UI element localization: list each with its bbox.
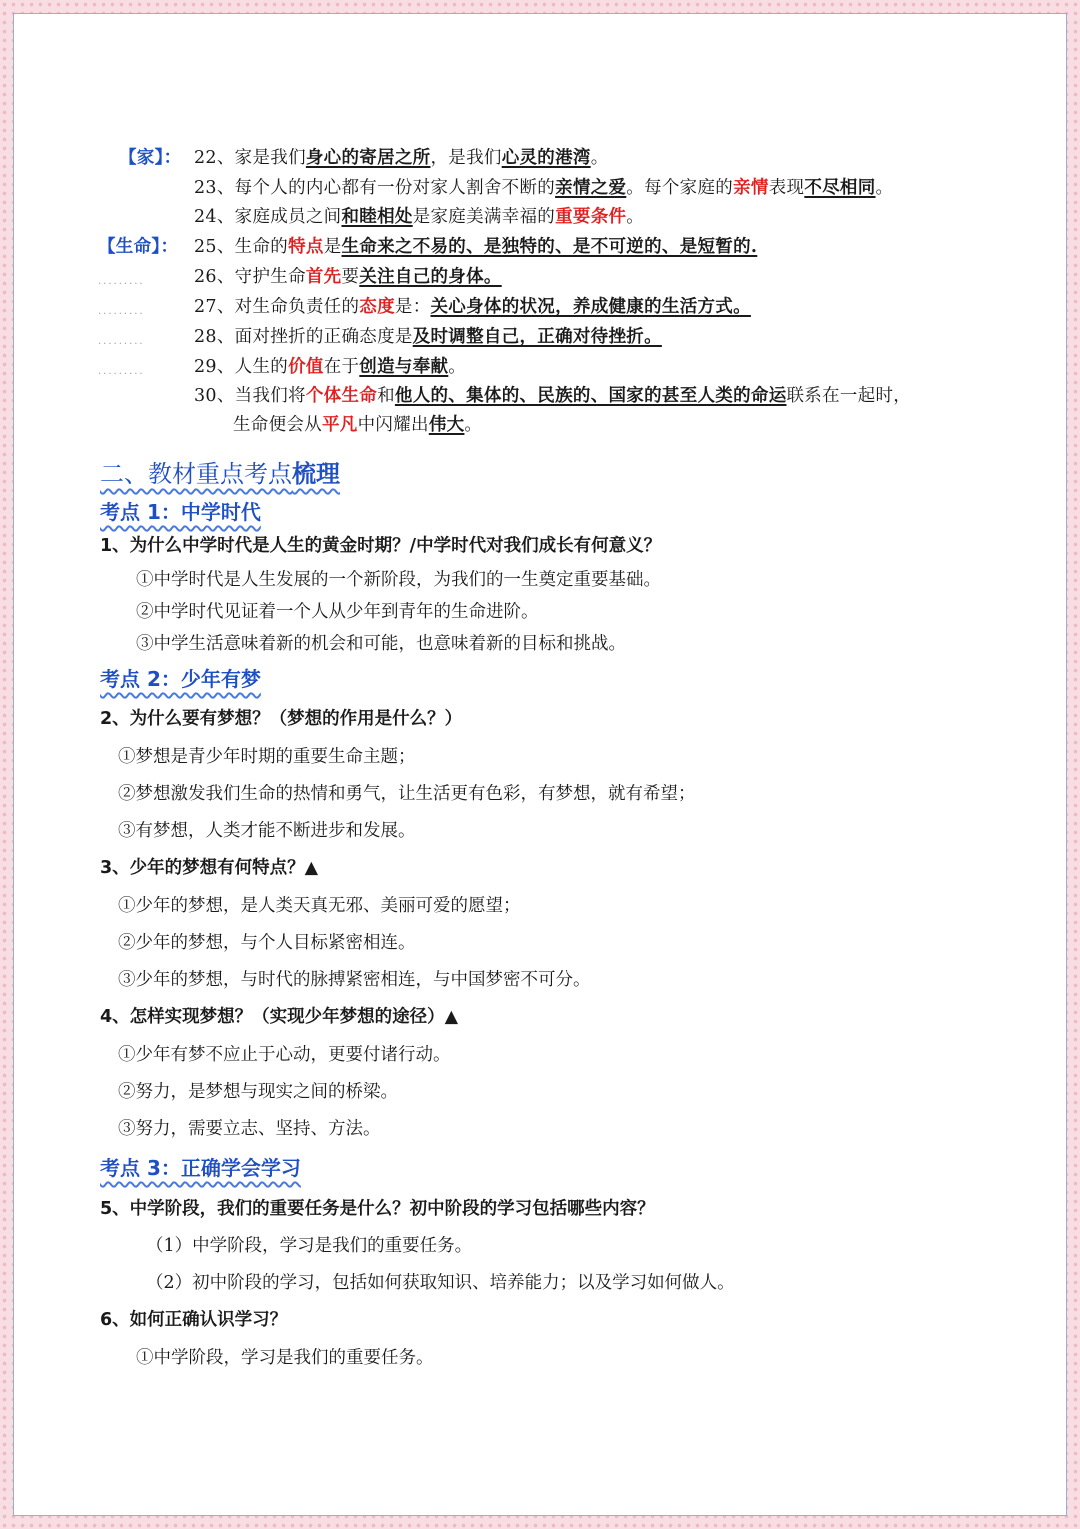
answer-line: ③有梦想，人类才能不断进步和发展。 <box>118 821 416 841</box>
question-1: 1、为什么中学时代是人生的黄金时期？/中学时代对我们成长有何意义？ <box>100 536 662 556</box>
answer-line: ②努力，是梦想与现实之间的桥梁。 <box>118 1082 398 1102</box>
answer-line: （1）中学阶段，学习是我们的重要任务。 <box>146 1236 473 1256</box>
family-item-22: 【家】： <box>119 148 182 168</box>
life-item-29: 29、人生的价值在于创造与奉献。 <box>194 357 467 377</box>
family-item-23: 23、每个人的内心都有一份对家人割舍不断的亲情之爱。每个家庭的亲情表现不尽相同。 <box>194 178 894 198</box>
answer-line: ②少年的梦想，与个人目标紧密相连。 <box>118 933 416 953</box>
question-2: 2、为什么要有梦想？（梦想的作用是什么？） <box>100 709 463 729</box>
answer-line: ①少年的梦想，是人类天真无邪、美丽可爱的愿望； <box>118 896 521 916</box>
dotted-leader: ......... <box>98 276 145 287</box>
question-5: 5、中学阶段，我们的重要任务是什么？初中阶段的学习包括哪些内容？ <box>100 1199 655 1219</box>
life-item-30: 30、当我们将个体生命和他人的、集体的、民族的、国家的甚至人类的命运联系在一起时， <box>194 386 912 406</box>
life-item-25: 25、生命的特点是生命来之不易的、是独特的、是不可逆的、是短暂的. <box>194 237 758 257</box>
kaodian-3-title: 考点 3：正确学会学习 <box>100 1156 301 1180</box>
life-item-27: 27、对生命负责任的态度是：关心身体的状况，养成健康的生活方式。 <box>194 297 751 317</box>
answer-line: ③中学生活意味着新的机会和可能，也意味着新的目标和挑战。 <box>136 634 626 654</box>
answer-line: ①少年有梦不应止于心动，更要付诸行动。 <box>118 1045 451 1065</box>
life-category-row: 【生命】： <box>98 237 179 257</box>
answer-line: ①梦想是青少年时期的重要生命主题； <box>118 747 416 767</box>
life-item-28: 28、面对挫折的正确态度是及时调整自己，正确对待挫折。 <box>194 327 662 347</box>
question-3: 3、少年的梦想有何特点？▲ <box>100 858 319 878</box>
family-category-tag: 【家】 <box>119 148 164 168</box>
life-item-26: 26、守护生命首先要关注自己的身体。 <box>194 267 502 287</box>
kaodian-2-title: 考点 2：少年有梦 <box>100 667 261 691</box>
family-item-24: 24、家庭成员之间和睦相处是家庭美满幸福的重要条件。 <box>194 207 645 227</box>
answer-line: （2）初中阶段的学习，包括如何获取知识、培养能力；以及学习如何做人。 <box>146 1273 735 1293</box>
life-item-30-continued: 生命便会从平凡中闪耀出伟大。 <box>233 415 483 435</box>
dotted-leader: ......... <box>98 366 145 377</box>
item-22-text: 22、家是我们身心的寄居之所，是我们心灵的港湾。 <box>194 148 609 168</box>
dotted-leader: ......... <box>98 336 145 347</box>
answer-line: ③努力，需要立志、坚持、方法。 <box>118 1119 381 1139</box>
dotted-leader: ......... <box>98 306 145 317</box>
section-heading: 二、教材重点考点梳理 <box>100 459 340 488</box>
answer-line: ②梦想激发我们生命的热情和勇气，让生活更有色彩，有梦想，就有希望； <box>118 784 696 804</box>
question-4: 4、怎样实现梦想？（实现少年梦想的途径）▲ <box>100 1007 459 1027</box>
life-category-tag: 【生命】 <box>98 237 161 257</box>
answer-line: ②中学时代见证着一个人从少年到青年的生命进阶。 <box>136 602 539 622</box>
question-6: 6、如何正确认识学习？ <box>100 1310 288 1330</box>
answer-line: ①中学阶段，学习是我们的重要任务。 <box>136 1348 434 1368</box>
answer-line: ①中学时代是人生发展的一个新阶段，为我们的一生奠定重要基础。 <box>136 570 661 590</box>
kaodian-1-title: 考点 1：中学时代 <box>100 500 261 524</box>
answer-line: ③少年的梦想，与时代的脉搏紧密相连，与中国梦密不可分。 <box>118 970 591 990</box>
document-page <box>13 13 1067 1516</box>
